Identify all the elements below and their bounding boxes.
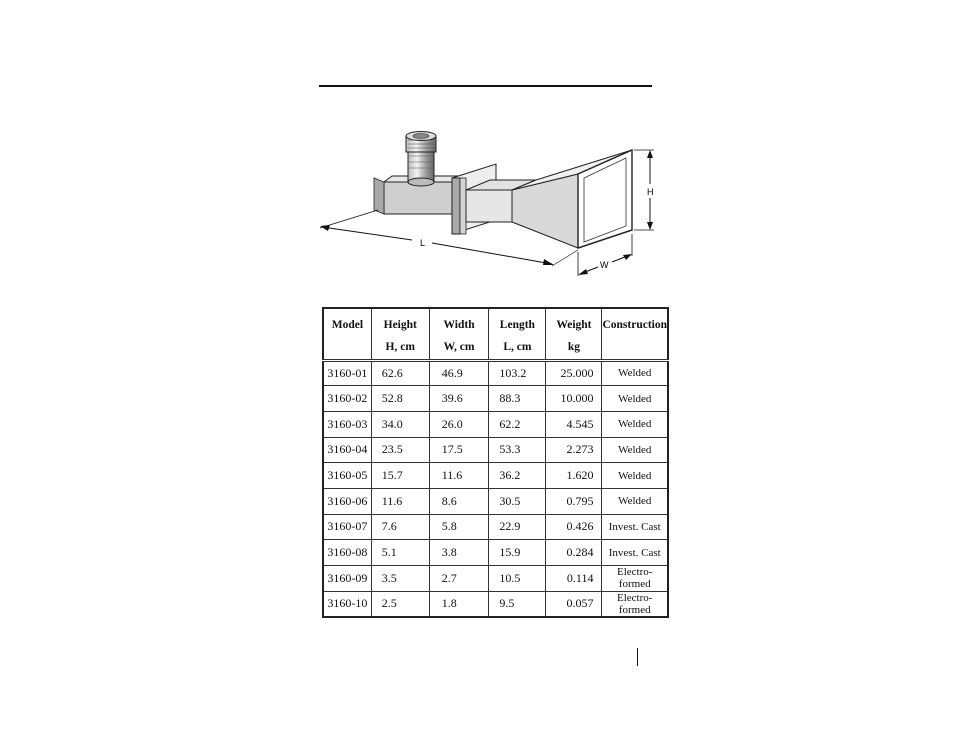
cell-construction: Welded	[602, 488, 668, 514]
cell-model: 3160-03	[323, 411, 371, 437]
cell-model: 3160-06	[323, 488, 371, 514]
svg-text:W: W	[600, 260, 609, 270]
cell-height: 52.8	[371, 386, 429, 412]
cell-construction: Welded	[602, 437, 668, 463]
header-rule	[319, 85, 652, 87]
cell-construction: Welded	[602, 360, 668, 386]
cell-weight: 0.114	[546, 566, 602, 592]
cell-width: 17.5	[429, 437, 489, 463]
cell-width: 11.6	[429, 463, 489, 489]
cell-weight: 0.284	[546, 540, 602, 566]
table-row	[323, 463, 668, 489]
horn-flare	[512, 150, 632, 248]
cell-construction: Invest. Cast	[602, 514, 668, 540]
cell-model: 3160-05	[323, 463, 371, 489]
cell-model: 3160-07	[323, 514, 371, 540]
cell-weight: 0.057	[546, 591, 602, 617]
cell-construction: Invest. Cast	[602, 540, 668, 566]
cell-construction: Welded	[602, 386, 668, 412]
cell-construction: Electro-formed	[602, 591, 668, 617]
dimension-height	[634, 150, 654, 230]
cell-weight: 1.620	[546, 463, 602, 489]
cell-weight: 4.545	[546, 411, 602, 437]
svg-text:H: H	[647, 187, 654, 197]
table-row	[323, 591, 668, 617]
header-width: Width W, cm	[429, 308, 489, 360]
table-row	[323, 488, 668, 514]
cell-weight: 2.273	[546, 437, 602, 463]
cell-height: 23.5	[371, 437, 429, 463]
cell-width: 5.8	[429, 514, 489, 540]
header-height: Height H, cm	[371, 308, 429, 360]
cell-length: 53.3	[489, 437, 546, 463]
cell-width: 46.9	[429, 360, 489, 386]
cell-construction: Electro-formed	[602, 566, 668, 592]
cell-width: 1.8	[429, 591, 489, 617]
cell-model: 3160-08	[323, 540, 371, 566]
cell-height: 7.6	[371, 514, 429, 540]
cell-height: 5.1	[371, 540, 429, 566]
header-model: Model	[323, 308, 371, 360]
cell-weight: 0.426	[546, 514, 602, 540]
table-row	[323, 360, 668, 386]
header-length: Length L, cm	[489, 308, 546, 360]
cell-construction: Welded	[602, 463, 668, 489]
cell-width: 3.8	[429, 540, 489, 566]
cell-width: 39.6	[429, 386, 489, 412]
table-row	[323, 411, 668, 437]
cell-length: 103.2	[489, 360, 546, 386]
cell-model: 3160-04	[323, 437, 371, 463]
cell-length: 36.2	[489, 463, 546, 489]
cell-length: 62.2	[489, 411, 546, 437]
table-row	[323, 566, 668, 592]
table-row	[323, 437, 668, 463]
cell-height: 62.6	[371, 360, 429, 386]
header-construction: Construction	[602, 308, 668, 360]
cell-weight: 25.000	[546, 360, 602, 386]
table-row	[323, 540, 668, 566]
cell-height: 15.7	[371, 463, 429, 489]
svg-text:L: L	[420, 238, 426, 248]
cell-width: 8.6	[429, 488, 489, 514]
page-margin-mark	[637, 648, 638, 666]
cell-height: 34.0	[371, 411, 429, 437]
cell-length: 22.9	[489, 514, 546, 540]
cell-length: 9.5	[489, 591, 546, 617]
cell-length: 15.9	[489, 540, 546, 566]
horn-antenna-illustration	[316, 128, 664, 288]
cell-weight: 0.795	[546, 488, 602, 514]
table-header-row	[323, 308, 668, 360]
cell-weight: 10.000	[546, 386, 602, 412]
cell-length: 88.3	[489, 386, 546, 412]
cell-width: 2.7	[429, 566, 489, 592]
cell-construction: Welded	[602, 411, 668, 437]
specifications-table	[322, 307, 669, 618]
cell-model: 3160-02	[323, 386, 371, 412]
table-row	[323, 386, 668, 412]
cell-model: 3160-10	[323, 591, 371, 617]
table-row	[323, 514, 668, 540]
cell-length: 10.5	[489, 566, 546, 592]
cell-height: 2.5	[371, 591, 429, 617]
header-weight: Weight kg	[546, 308, 602, 360]
cell-model: 3160-09	[323, 566, 371, 592]
coax-connector	[406, 132, 436, 187]
cell-length: 30.5	[489, 488, 546, 514]
cell-height: 3.5	[371, 566, 429, 592]
cell-model: 3160-01	[323, 360, 371, 386]
cell-height: 11.6	[371, 488, 429, 514]
cell-width: 26.0	[429, 411, 489, 437]
